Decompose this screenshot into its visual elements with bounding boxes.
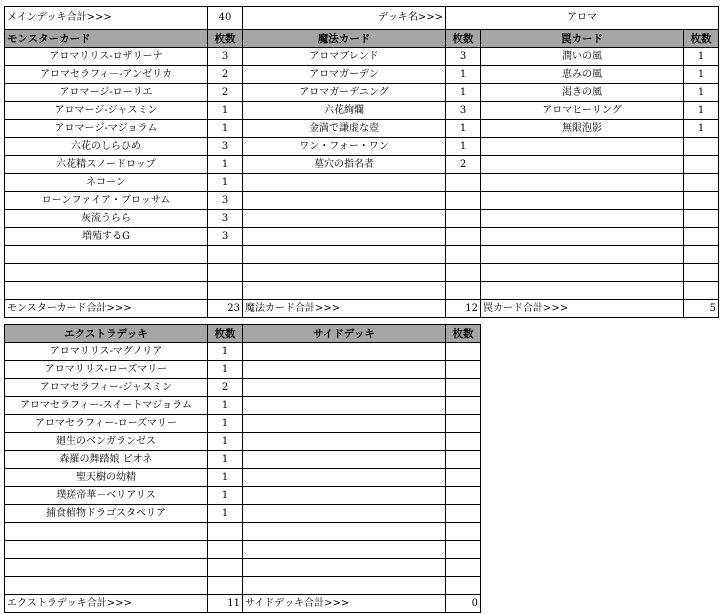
- table-row: [5, 523, 481, 541]
- side-card-name: [243, 577, 446, 595]
- spell-card-count: [446, 264, 481, 282]
- trap-header: 罠カード: [481, 30, 684, 48]
- side-card-count: [446, 397, 481, 415]
- monster-card-name: アロマージ-ジャスミン: [5, 102, 208, 120]
- monster-card-name: アロマージ-ローリエ: [5, 84, 208, 102]
- extra-card-count: 1: [208, 433, 243, 451]
- monster-card-name: アロマセラフィ－-アンゼリカ: [5, 66, 208, 84]
- extra-card-count: 1: [208, 415, 243, 433]
- side-card-name: [243, 433, 446, 451]
- trap-card-count: 1: [684, 48, 719, 66]
- table-row: [5, 397, 481, 415]
- side-card-count: [446, 523, 481, 541]
- table-row: [5, 174, 719, 192]
- extra-card-name: [5, 523, 208, 541]
- spell-card-count: 2: [446, 156, 481, 174]
- monster-header: モンスターカード: [5, 30, 208, 48]
- side-header: サイドデッキ: [243, 325, 446, 343]
- monster-card-name: 六花精スノードロップ: [5, 156, 208, 174]
- trap-card-count: [684, 174, 719, 192]
- side-card-count: [446, 343, 481, 361]
- side-total-label: サイドデッキ合計>>>: [243, 595, 446, 613]
- side-card-name: [243, 343, 446, 361]
- trap-card-name: [481, 174, 684, 192]
- trap-card-count: [684, 210, 719, 228]
- trap-card-name: [481, 264, 684, 282]
- side-card-name: [243, 451, 446, 469]
- trap-card-name: 無限泡影: [481, 120, 684, 138]
- monster-card-name: アロマリリス-ロザリーナ: [5, 48, 208, 66]
- main-total-label: メインデッキ合計>>>: [5, 7, 208, 30]
- side-card-name: [243, 379, 446, 397]
- side-count-header: 枚数: [446, 325, 481, 343]
- side-card-count: [446, 415, 481, 433]
- side-card-name: [243, 541, 446, 559]
- side-card-name: [243, 361, 446, 379]
- extra-card-count: 1: [208, 451, 243, 469]
- spell-card-name: [243, 210, 446, 228]
- trap-card-count: [684, 228, 719, 246]
- extra-card-count: 1: [208, 397, 243, 415]
- spell-card-name: ワン・フォー・ワン: [243, 138, 446, 156]
- extra-card-name: 璞瑳帝華－ベリアリス: [5, 487, 208, 505]
- trap-card-count: [684, 138, 719, 156]
- side-card-name: [243, 487, 446, 505]
- table-row: [5, 246, 719, 264]
- side-card-count: [446, 577, 481, 595]
- extra-card-count: [208, 523, 243, 541]
- spell-card-name: [243, 228, 446, 246]
- main-footer-row: [5, 300, 719, 318]
- spell-card-count: [446, 228, 481, 246]
- spell-card-name: アロマガーデニング: [243, 84, 446, 102]
- spell-card-name: 六花絢爛: [243, 102, 446, 120]
- main-header-row: [5, 30, 719, 48]
- extra-footer-row: [5, 595, 481, 613]
- trap-card-count: [684, 282, 719, 300]
- trap-card-name: [481, 192, 684, 210]
- monster-card-name: 増殖するG: [5, 228, 208, 246]
- spell-card-name: [243, 246, 446, 264]
- spell-card-name: アロマブレンド: [243, 48, 446, 66]
- monster-card-count: 2: [208, 66, 243, 84]
- extra-card-count: [208, 541, 243, 559]
- spell-card-count: 3: [446, 48, 481, 66]
- trap-card-name: [481, 246, 684, 264]
- side-card-count: [446, 487, 481, 505]
- table-row: [5, 415, 481, 433]
- monster-card-name: ローンファイア・ブロッサム: [5, 192, 208, 210]
- extra-card-name: 捕食植物ドラゴスタペリア: [5, 505, 208, 523]
- monster-card-count: 2: [208, 84, 243, 102]
- table-row: [5, 48, 719, 66]
- extra-card-name: [5, 541, 208, 559]
- monster-card-name: 六花のしらひめ: [5, 138, 208, 156]
- extra-total-label: エクストラデッキ合計>>>: [5, 595, 208, 613]
- extra-card-name: アロマリリス-マグノリア: [5, 343, 208, 361]
- spell-card-count: 3: [446, 102, 481, 120]
- spell-card-count: 1: [446, 120, 481, 138]
- extra-card-count: [208, 559, 243, 577]
- extra-card-count: 1: [208, 361, 243, 379]
- spell-card-name: [243, 282, 446, 300]
- table-row: [5, 66, 719, 84]
- side-card-name: [243, 559, 446, 577]
- monster-card-count: 3: [208, 192, 243, 210]
- extra-side-table: [4, 324, 481, 613]
- trap-card-name: 渇きの風: [481, 84, 684, 102]
- extra-card-count: [208, 577, 243, 595]
- extra-card-count: 2: [208, 379, 243, 397]
- spell-total-value: 12: [446, 300, 481, 318]
- monster-card-count: 1: [208, 120, 243, 138]
- table-row: [5, 451, 481, 469]
- side-card-name: [243, 415, 446, 433]
- table-row: [5, 192, 719, 210]
- extra-card-name: [5, 559, 208, 577]
- table-row: [5, 282, 719, 300]
- monster-card-name: [5, 264, 208, 282]
- monster-card-count: 3: [208, 228, 243, 246]
- monster-count-header: 枚数: [208, 30, 243, 48]
- monster-total-value: 23: [208, 300, 243, 318]
- extra-card-name: 廻生のベンガランゼス: [5, 433, 208, 451]
- table-row: [5, 102, 719, 120]
- trap-card-name: [481, 210, 684, 228]
- deck-name-label: デッキ名>>>: [243, 7, 446, 30]
- extra-total-value: 11: [208, 595, 243, 613]
- extra-card-name: 森羅の舞踏娘 ピオネ: [5, 451, 208, 469]
- trap-card-name: 恵みの風: [481, 66, 684, 84]
- main-total-row: [5, 7, 719, 30]
- monster-card-count: [208, 246, 243, 264]
- monster-card-count: 3: [208, 48, 243, 66]
- monster-total-label: モンスターカード合計>>>: [5, 300, 208, 318]
- spell-card-name: [243, 264, 446, 282]
- side-card-count: [446, 469, 481, 487]
- table-row: [5, 469, 481, 487]
- main-deck-table: [4, 6, 719, 318]
- side-card-count: [446, 433, 481, 451]
- trap-card-count: 1: [684, 84, 719, 102]
- monster-card-count: 1: [208, 156, 243, 174]
- deck-name-value: アロマ: [446, 7, 719, 30]
- trap-card-name: [481, 156, 684, 174]
- trap-card-name: アロマヒーリング: [481, 102, 684, 120]
- spell-header: 魔法カード: [243, 30, 446, 48]
- trap-total-label: 罠カード合計>>>: [481, 300, 684, 318]
- spell-card-name: アロマガーデン: [243, 66, 446, 84]
- side-card-name: [243, 397, 446, 415]
- side-card-name: [243, 505, 446, 523]
- table-row: [5, 84, 719, 102]
- spell-card-count: [446, 192, 481, 210]
- extra-card-name: アロマセラフィー-スイートマジョラム: [5, 397, 208, 415]
- extra-card-name: アロマセラフィー-ジャスミン: [5, 379, 208, 397]
- trap-card-name: 潤いの風: [481, 48, 684, 66]
- monster-card-name: アロマージ-マジョラム: [5, 120, 208, 138]
- trap-card-count: [684, 192, 719, 210]
- table-row: [5, 559, 481, 577]
- spell-card-name: 墓穴の指名者: [243, 156, 446, 174]
- trap-card-name: [481, 138, 684, 156]
- table-row: [5, 264, 719, 282]
- extra-card-name: [5, 577, 208, 595]
- monster-card-count: [208, 264, 243, 282]
- trap-card-count: 1: [684, 120, 719, 138]
- spell-card-name: [243, 174, 446, 192]
- side-total-value: 0: [446, 595, 481, 613]
- side-card-count: [446, 505, 481, 523]
- monster-card-name: [5, 282, 208, 300]
- side-card-count: [446, 559, 481, 577]
- trap-total-value: 5: [684, 300, 719, 318]
- extra-card-count: 1: [208, 505, 243, 523]
- extra-card-name: アロマリリス-ローズマリー: [5, 361, 208, 379]
- monster-card-name: 灰流うらら: [5, 210, 208, 228]
- spell-total-label: 魔法カード合計>>>: [243, 300, 446, 318]
- trap-card-name: [481, 228, 684, 246]
- monster-card-count: 1: [208, 174, 243, 192]
- trap-card-count: [684, 264, 719, 282]
- spell-card-count: 1: [446, 66, 481, 84]
- table-row: [5, 343, 481, 361]
- side-card-count: [446, 451, 481, 469]
- side-card-count: [446, 379, 481, 397]
- table-row: [5, 433, 481, 451]
- side-card-name: [243, 523, 446, 541]
- table-row: [5, 156, 719, 174]
- side-card-name: [243, 469, 446, 487]
- spell-card-name: 金満で謙虚な壺: [243, 120, 446, 138]
- table-row: [5, 120, 719, 138]
- trap-count-header: 枚数: [684, 30, 719, 48]
- monster-card-count: 3: [208, 138, 243, 156]
- spell-card-count: [446, 210, 481, 228]
- table-row: [5, 361, 481, 379]
- spell-card-count: [446, 174, 481, 192]
- trap-card-count: [684, 156, 719, 174]
- table-row: [5, 577, 481, 595]
- table-row: [5, 379, 481, 397]
- table-row: [5, 541, 481, 559]
- extra-card-name: アロマセラフィー-ローズマリー: [5, 415, 208, 433]
- spell-card-count: [446, 282, 481, 300]
- table-row: [5, 210, 719, 228]
- monster-card-count: 1: [208, 102, 243, 120]
- trap-card-count: 1: [684, 102, 719, 120]
- monster-card-count: 3: [208, 210, 243, 228]
- spell-card-count: 1: [446, 138, 481, 156]
- spell-count-header: 枚数: [446, 30, 481, 48]
- trap-card-count: [684, 246, 719, 264]
- spell-card-count: 1: [446, 84, 481, 102]
- side-card-count: [446, 541, 481, 559]
- extra-card-count: 1: [208, 487, 243, 505]
- monster-card-count: [208, 282, 243, 300]
- table-row: [5, 487, 481, 505]
- extra-card-count: 1: [208, 469, 243, 487]
- extra-card-count: 1: [208, 343, 243, 361]
- extra-header-row: [5, 325, 481, 343]
- monster-card-name: ネコーン: [5, 174, 208, 192]
- spell-card-count: [446, 246, 481, 264]
- extra-count-header: 枚数: [208, 325, 243, 343]
- spell-card-name: [243, 192, 446, 210]
- table-row: [5, 505, 481, 523]
- extra-header: エクストラデッキ: [5, 325, 208, 343]
- monster-card-name: [5, 246, 208, 264]
- side-card-count: [446, 361, 481, 379]
- trap-card-name: [481, 282, 684, 300]
- trap-card-count: 1: [684, 66, 719, 84]
- table-row: [5, 228, 719, 246]
- table-row: [5, 138, 719, 156]
- main-total-value: 40: [208, 7, 243, 30]
- extra-card-name: 聖天樹の幼精: [5, 469, 208, 487]
